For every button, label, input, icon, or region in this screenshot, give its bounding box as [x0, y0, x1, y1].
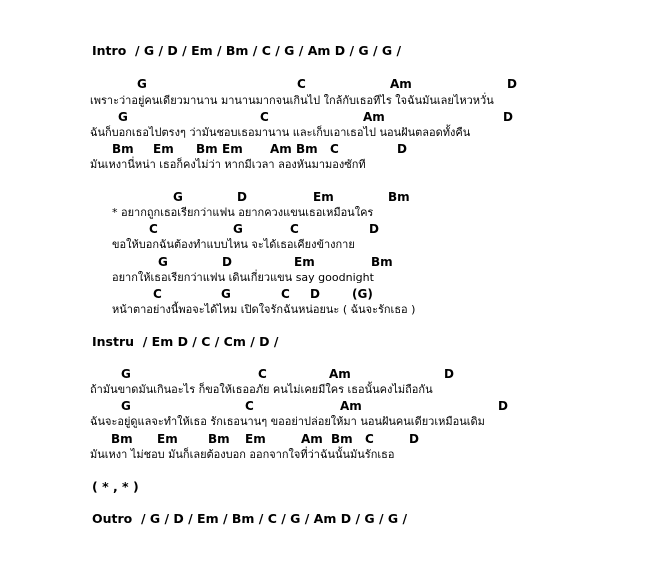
lyric-line: ฉันก็บอกเธอไปตรงๆ ว่ามันชอบเธอมานาน และเก็บเอาเธอไป นอนฝันตลอดทั้งคืน [90, 126, 471, 139]
chord: Am [270, 142, 292, 156]
lyric-line: ฉันจะอยู่ดูแลจะทำให้เธอ รักเธอนานๆ ขออย่าปล่อยให้มา นอนฝันคนเดียวเหมือนเดิม [90, 415, 485, 428]
instru-line: Instru / Em D / C / Cm / D / [92, 334, 279, 349]
chord: Em [245, 432, 266, 446]
chord: D [409, 432, 419, 446]
lyric-line: * อยากถูกเธอเรียกว่าแฟน อยากควงแขนเธอเหมือนใคร [112, 206, 374, 219]
chord: G [121, 367, 131, 381]
chord: G [118, 110, 128, 124]
chord: C [153, 287, 162, 301]
intro-line: Intro / G / D / Em / Bm / C / G / Am D / G / G / [92, 43, 402, 58]
chord: Bm [331, 432, 353, 446]
chord: D [498, 399, 508, 413]
chord: G [221, 287, 231, 301]
chord: Bm [112, 142, 134, 156]
lyric-line: มันเหงา ไม่ชอบ มันก็เลยต้องบอก ออกจากใจที่ว่าฉันนั้นมันรักเธอ [90, 448, 395, 461]
chord: Bm [111, 432, 133, 446]
lyric-line: เพราะว่าอยู่คนเดียวมานาน มานานมากจนเกินไป ใกล้กับเธอทีไร ใจฉันมันเลยไหวหวั่น [90, 94, 494, 107]
lyric-line: ถ้ามันขาดมันเกินอะไร ก็ขอให้เธออภัย คนไม่เคยมีใคร เธอนั้นคงไม่ถือกัน [90, 383, 433, 396]
chord: C [260, 110, 269, 124]
lyric-line: หน้าตาอย่างนี้พอจะได้ไหม เปิดใจรักฉันหน่อยนะ ( ฉันจะรักเธอ ) [112, 303, 416, 316]
chord: C [281, 287, 290, 301]
chord: Am [301, 432, 323, 446]
chord: D [222, 255, 232, 269]
chord: Am [363, 110, 385, 124]
chord: Em [157, 432, 178, 446]
chord: C [258, 367, 267, 381]
chord: Am [329, 367, 351, 381]
outro-line: Outro / G / D / Em / Bm / C / G / Am D / G / G / [92, 511, 408, 526]
lyric-line: อยากให้เธอเรียกว่าแฟน เดินเกี่ยวแขน say goodnight [112, 271, 374, 284]
chord: D [237, 190, 247, 204]
chord: Am [340, 399, 362, 413]
chord: Bm [388, 190, 410, 204]
chord: C [290, 222, 299, 236]
chord: G [121, 399, 131, 413]
chord: Am [390, 77, 412, 91]
lyric-line: ขอให้บอกฉันต้องทำแบบไหน จะได้เธอเคียงข้างกาย [112, 238, 355, 251]
chord: D [369, 222, 379, 236]
chord: Bm [296, 142, 318, 156]
chord: Em [313, 190, 334, 204]
chord: D [503, 110, 513, 124]
chord: (G) [352, 287, 373, 301]
chord: C [245, 399, 254, 413]
chord: C [330, 142, 339, 156]
chord: G [173, 190, 183, 204]
repeat-marker: ( * , * ) [92, 479, 139, 494]
chord: C [365, 432, 374, 446]
chord: D [507, 77, 517, 91]
chord: D [397, 142, 407, 156]
chord: C [297, 77, 306, 91]
chord: Em [294, 255, 315, 269]
chord: Bm [208, 432, 230, 446]
chord: Em [153, 142, 174, 156]
lyric-line: มันเหงานี่หน่า เธอก็คงไม่ว่า หากมีเวลา ลองหันมามองซักที [90, 158, 366, 171]
chord: Bm [196, 142, 218, 156]
chord: Bm [371, 255, 393, 269]
chord: G [158, 255, 168, 269]
chord: G [233, 222, 243, 236]
chord: C [149, 222, 158, 236]
chord: G [137, 77, 147, 91]
chord: Em [222, 142, 243, 156]
chord: D [444, 367, 454, 381]
chord: D [310, 287, 320, 301]
